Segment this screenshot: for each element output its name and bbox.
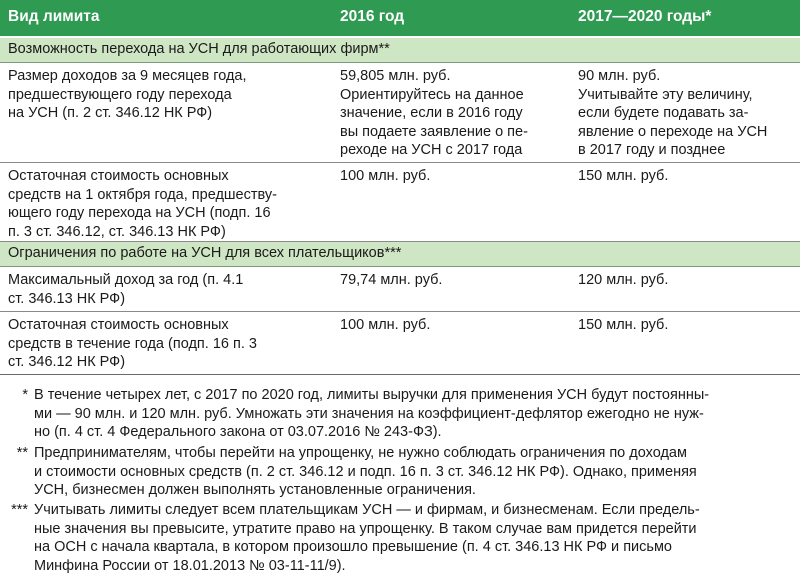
header-2016: 2016 год xyxy=(340,8,405,25)
footnote-text: Учитывать лимиты следует всем плательщикам УСН — и фирмам, и бизнесменам. Если предель- ные значения вы превысите, утратите право на упрощенку. В таком случае вам придется перейти на ОСН с начала квартала, в котором произошло превышение (п. 4 ст. 346.13 НК РФ и письмо Минфина России от 18.01.2013 № 03-11-11/9). xyxy=(34,502,700,574)
table-row xyxy=(0,312,800,375)
header-2017-2020: 2017—2020 годы* xyxy=(578,8,712,25)
section-title: Возможность перехода на УСН для работающих фирм** xyxy=(8,41,390,57)
table-row xyxy=(0,63,800,163)
row-value-2016: 100 млн. руб. xyxy=(340,168,431,184)
section-working-firms xyxy=(0,38,800,63)
row-value-2016: 100 млн. руб. xyxy=(340,317,431,333)
table-row xyxy=(0,163,800,242)
section-title: Ограничения по работе на УСН для всех плательщиков*** xyxy=(8,245,402,261)
section-all-payers xyxy=(0,242,800,267)
row-value-2016: 59,805 млн. руб. Ориентируйтесь на данное значение, если в 2016 году вы подаете заявление о пе- реходе на УСН с 2017 года xyxy=(340,68,528,158)
footnote-text: Предпринимателям, чтобы перейти на упрощенку, не нужно соблюдать ограничения по доходам и стоимости основных средств (п. 2 ст. 346.12 и подп. 16 п. 3 ст. 346.12 НК РФ). Однако, применяя УСН, бизнесмен должен выполнять установленные ограничения. xyxy=(34,445,697,498)
row-value-2017-2020: 150 млн. руб. xyxy=(578,168,669,184)
row-limit-type: Остаточная стоимость основных средств в течение года (подп. 16 п. 3 ст. 346.12 НК РФ) xyxy=(8,317,257,370)
row-value-2016: 79,74 млн. руб. xyxy=(340,272,443,288)
row-limit-type: Остаточная стоимость основных средств на 1 октября года, предшеству- ющего году перехода на УСН (подп. 16 п. 3 ст. 346.12, ст. 346.13 НК РФ) xyxy=(8,168,277,240)
header-limit-type: Вид лимита xyxy=(8,8,100,25)
footnote-text: В течение четырех лет, с 2017 по 2020 год, лимиты выручки для применения УСН будут постоянны- ми — 90 млн. и 120 млн. руб. Умножать эти значения на коэффициент-дефлятор ежегодно не нуж- но (п. 4 ст. 4 Федерального закона от 03.07.2016 № 243-ФЗ). xyxy=(34,387,710,440)
row-value-2017-2020: 120 млн. руб. xyxy=(578,272,669,288)
footnote-mark: ** xyxy=(16,445,28,461)
row-value-2017-2020: 150 млн. руб. xyxy=(578,317,669,333)
table-header xyxy=(0,0,800,36)
footnote-mark: *** xyxy=(11,502,28,518)
row-limit-type: Размер доходов за 9 месяцев года, предшествующего году перехода на УСН (п. 2 ст. 346.12 НК РФ) xyxy=(8,68,247,121)
footnote-mark: * xyxy=(22,387,28,403)
row-limit-type: Максимальный доход за год (п. 4.1 ст. 346.13 НК РФ) xyxy=(8,272,244,307)
row-value-2017-2020: 90 млн. руб. Учитывайте эту величину, если будете подавать за- явление о переходе на УСН в 2017 году и позднее xyxy=(578,68,768,158)
table-row xyxy=(0,267,800,312)
